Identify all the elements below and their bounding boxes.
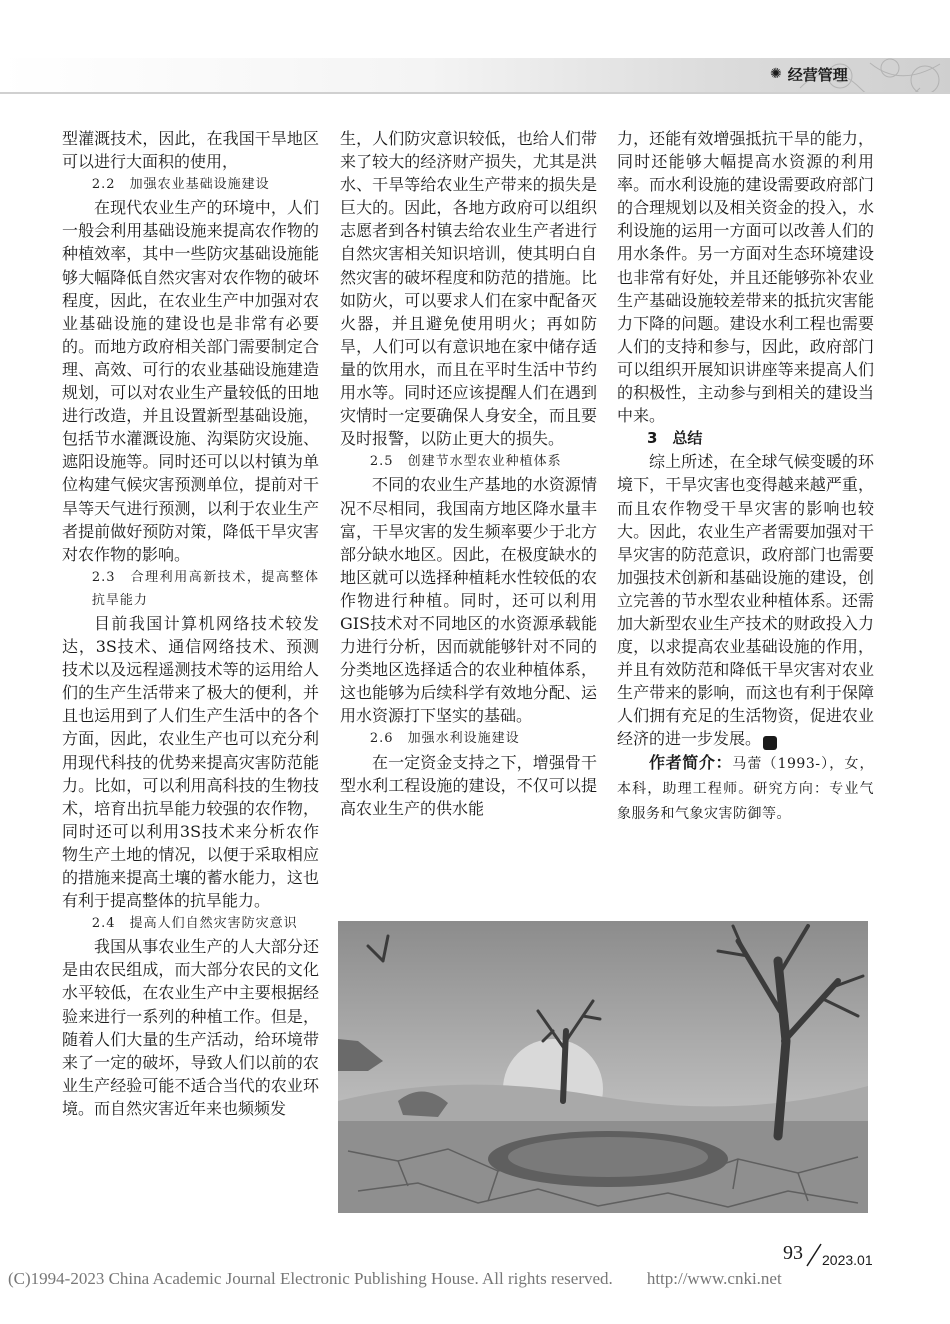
paragraph [617, 450, 874, 750]
page-number: 93 [783, 1242, 803, 1264]
paragraph: 目前我国计算机网络技术较发达，3S技术、通信网络技术、预测技术以及远程遥测技术等的运用给人们的生产生活带来了极大的便利，并且也运用到了人们生产生活中的各个方面，因此，农业生产也可以充分利用现代科技的优势来提高灾害防范能力。比如，可以利用高科技的生物技术，培育出抗旱能力较强的农作物，同时还可以利用3S技术来分析农作物生产土地的情况，以便于采取相应的措施来提高土壤的蓄水能力，这也有利于提高整体的抗旱能力。 [62, 613, 319, 911]
cnki-link[interactable]: http://www.cnki.net [646, 1269, 782, 1288]
paragraph: 在一定资金支持之下，增强骨干型水利工程设施的建设，不仅可以提高农业生产的供水能 [340, 752, 597, 818]
gear-icon: ✺ [770, 66, 782, 82]
end-mark-icon: N [763, 736, 777, 750]
header-rule [0, 92, 950, 94]
author-text: 马蕾（1993-），女，本科，助理工程师。研究方向：专业气象服务和气象灾害防御等。 [617, 755, 874, 822]
column-1 [62, 127, 319, 1120]
section-label [770, 64, 848, 84]
heading-3: 3 总结 [647, 429, 703, 448]
drought-illustration [338, 921, 868, 1213]
author-bio [617, 751, 874, 826]
subheading-2-5: 2.5 创建节水型农业种植体系 [369, 454, 562, 470]
column-2 [340, 127, 597, 820]
subheading-2-3: 2.3 合理利用高新技术，提高整体抗旱能力 [91, 569, 319, 608]
dry-pond-center [508, 1137, 708, 1177]
paragraph: 在现代农业生产的环境中，人们一般会利用基础设施来提高农作物的种植效率，其中一些防灾基础设施能够大幅降低自然灾害对农作物的破坏程度，因此，在农业生产中加强对农业基础设施的建设也是非常有必要的。而地方政府相关部门需要制定合理、高效、可行的农业基础设施建造规划，可以对农业生产量较低的田地进行改造，并且设置新型基础设施，包括节水灌溉设施、沟渠防灾设施、遮阳设施等。同时还可以以村镇为单位构建气候灾害预测单位，提前对干旱等天气进行预测，以利于农业生产者提前做好预防对策，降低干旱灾害对农作物的影响。 [62, 198, 319, 564]
paragraph: 力，还能有效增强抵抗干旱的能力，同时还能够大幅提高水资源的利用率。而水利设施的建设需要政府部门的合理规划以及相关资金的投入，水利设施的运用一方面可以改善人们的用水条件。另一方面对生态环境建设也非常有好处，并且还能够弥补农业生产基础设施较差带来的抵抗灾害能力下降的问题。建设水利工程也需要人们的支持和参与，因此，政府部门可以组织开展知识讲座等来提高人们的积极性，主动参与到相关的建设当中来。 [617, 129, 874, 426]
author-label: 作者简介： [649, 752, 733, 772]
paragraph: 生，人们防灾意识较低，也给人们带来了较大的经济财产损失，尤其是洪水、干旱等给农业生产带来的损失是巨大的。因此，各地方政府可以组织志愿者到各村镇去给农业生产者进行自然灾害相关知识培训，使其明白自然灾害的破坏程度和防范的措施。比如防火，可以要求人们在家中配备灭火器，并且避免使用明火；再如防旱，人们可以有意识地在家中储存适量的饮用水，而且在平时生活中节约用水等。同时还应该提醒人们在遇到灾情时一定要确保人身安全，而且要及时报警，以防止更大的损失。 [340, 129, 597, 449]
section-title: 经营管理 [787, 65, 848, 84]
copyright-line [8, 1269, 888, 1289]
paragraph: 我国从事农业生产的人大部分还是由农民组成，而大部分农民的文化水平较低，在农业生产中主要根据经验来进行一系列的种植工作。但是，随着人们大量的生产活动，给环境带来了一定的破坏，导致人们以前的农业生产经验可能不适合当代的农业环境。而自然灾害近年来也频频发 [62, 937, 319, 1118]
paragraph: 型灌溉技术，因此，在我国干旱地区可以进行大面积的使用， [62, 129, 319, 172]
column-3 [617, 127, 874, 826]
subheading-2-2: 2.2 加强农业基础设施建设 [91, 177, 270, 193]
conclusion-text: 综上所述，在全球气候变暖的环境下，干旱灾害也变得越来越严重，而且农作物受干旱灾害的影响也较大。因此，农业生产者需要加强对干旱灾害的防范意识，政府部门也需要加强技术创新和基础设施的建设，创立完善的节水型农业种植体系。还需加大新型农业生产技术的财政投入力度，以求提高农业基础设施的作用，并且有效防范和降低干旱灾害对农业生产带来的影响，而这也有利于保障人们拥有充足的生活物资，促进农业经济的进一步发展。 [617, 452, 874, 749]
paragraph: 不同的农业生产基地的水资源情况不尽相同，我国南方地区降水量丰富，干旱灾害的发生频率要少于北方部分缺水地区。因此，在极度缺水的地区就可以选择种植耗水性较低的农作物进行种植。同时，还可以利用GIS技术对不同地区的水资源承载能力进行分析，因而就能够针对不同的分类地区选择适合的农业种植体系，这也能够为后续科学有效地分配、运用水资源打下坚实的基础。 [340, 475, 597, 726]
subheading-2-4: 2.4 提高人们自然灾害防灾意识 [91, 916, 298, 932]
copyright-text: (C)1994-2023 China Academic Journal Electronic Publishing House. All rights reserved. [8, 1269, 613, 1288]
subheading-2-6: 2.6 加强水利设施建设 [369, 731, 520, 747]
issue-date: 2023.01 [822, 1252, 873, 1268]
